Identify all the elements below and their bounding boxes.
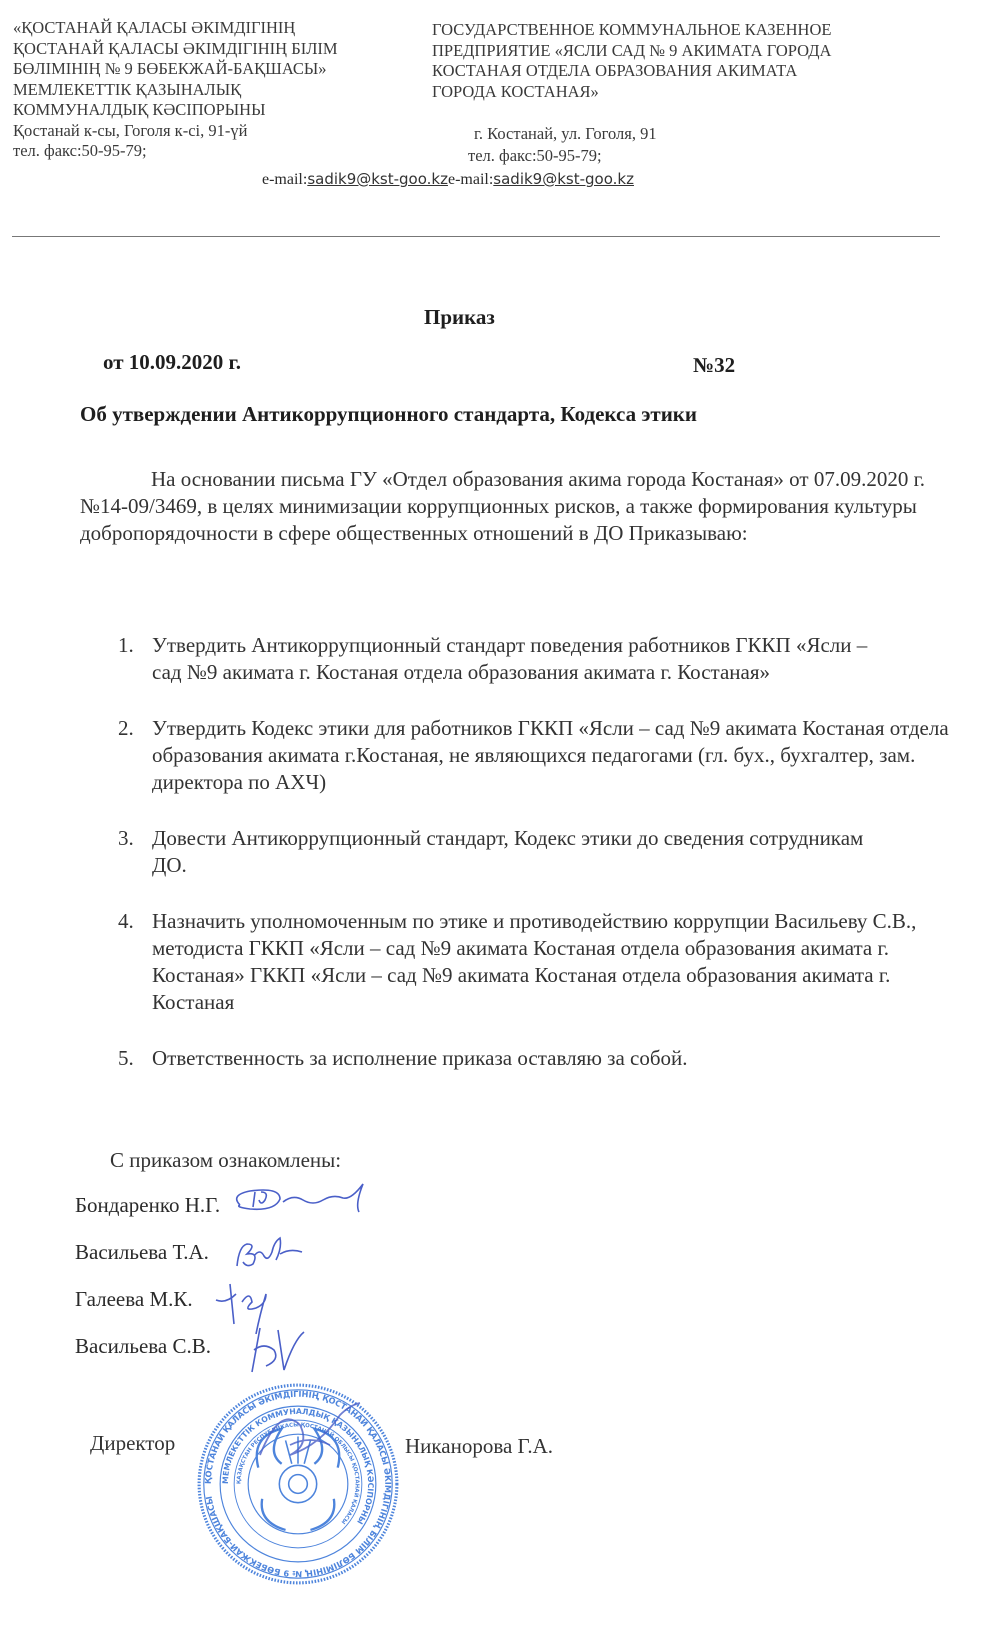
acknowledged-name: Галеева М.К. [75,1287,193,1311]
item-text: Утвердить Кодекс этики для работников ГККП «Ясли – сад №9 акимата Костаная отдела образования акимата г.Костаная, не являющихся педагогами (гл. бух., бухгалтер, зам. директора по АХЧ) [152,716,949,794]
acknowledged-name: Васильева С.В. [75,1334,211,1358]
item-number: 2. [118,716,134,740]
signature-bondarenko [225,1180,375,1220]
director-name: Никанорова Г.А. [405,1434,553,1458]
header-left-line: ҚОСТАНАЙ ҚАЛАСЫ ӘКІМДІГІНІҢ БІЛІМ [13,38,338,58]
header-left-block [13,18,338,162]
item-text: Довести Антикоррупционный стандарт, Кодекс этики до сведения сотрудникам ДО. [152,826,864,877]
signature-vasilyeva-sv [240,1320,320,1380]
stamp-inner-text: МЕМЛЕКЕТТІК КОММУНАЛДЫҚ ҚАЗЫНАЛЫҚ КӘСІПОРНЫ [220,1406,376,1526]
order-item [118,825,872,879]
order-title: Приказ [424,305,495,329]
item-text: Ответственность за исполнение приказа оставляю за собой. [152,1046,688,1070]
header-right-line: ПРЕДПРИЯТИЕ «ЯСЛИ САД № 9 АКИМАТА ГОРОДА [432,40,832,60]
header-divider [12,236,940,237]
email-line [262,170,634,189]
signature-vasilyeva-ta [232,1232,312,1272]
email-label: e-mail: [447,171,494,188]
header-left-line: МЕМЛЕКЕТТІК ҚАЗЫНАЛЫҚ [13,79,242,99]
header-left-line: «ҚОСТАНАЙ ҚАЛАСЫ ӘКІМДІГІНІҢ [13,18,296,37]
header-right-address: г. Костанай, ул. Гоголя, 91 [474,124,657,143]
header-left-phone: тел. факс:50-95-79; [13,141,147,160]
email-link[interactable]: sadik9@kst-goo.kz [493,170,634,188]
header-right-block [432,20,831,102]
acknowledged-name: Бондаренко Н.Г. [75,1193,221,1217]
header-right-line: ГОСУДАРСТВЕННОЕ КОММУНАЛЬНОЕ КАЗЕННОЕ [432,20,832,39]
email-label: e-mail: [262,171,308,188]
item-text: Назначить уполномоченным по этике и противодействию коррупции Васильеву С.В., методиста ГККП «Ясли – сад №9 акимата Костаная отдела образования акимата г. Костаная» ГККП «Ясли – сад №9 акимата Костаная отдела образования акимата г. Костаная [152,909,917,1014]
header-left-address: Қостанай к-сы, Гоголя к-сі, 91-үй [13,120,248,140]
acknowledged-label: С приказом ознакомлены: [110,1148,342,1172]
acknowledged-name: Васильева Т.А. [75,1240,209,1264]
order-item [118,908,942,1016]
item-text: Утвердить Антикоррупционный стандарт поведения работников ГККП «Ясли – сад №9 акимата г. Костаная отдела образования акимата г. Костаная» [152,633,868,684]
preamble [80,466,950,547]
item-number: 5. [118,1046,134,1070]
item-number: 3. [118,826,134,850]
header-right-line: КОСТАНАЯ ОТДЕЛА ОБРАЗОВАНИЯ АКИМАТА [432,61,798,80]
header-left-line: КОММУНАЛДЫҚ КӘСІПОРЫНЫ [13,100,266,119]
order-item [118,715,952,796]
order-number: №32 [693,353,736,377]
header-right-line: ГОРОДА КОСТАНАЯ» [432,81,599,101]
header-left-line: БӨЛІМІНІҢ № 9 БӨБЕКЖАЙ-БАҚШАСЫ» [13,59,327,78]
order-date: от 10.09.2020 г. [103,350,241,374]
item-number: 1. [118,633,134,657]
email-link[interactable]: sadik9@kst-goo.kz [307,170,448,188]
signature-director [250,1395,380,1465]
order-items-list [118,632,958,1101]
order-item [118,1045,952,1072]
item-number: 4. [118,909,134,933]
stamp-ring-text: ҚАЗАҚСТАН РЕСПУБЛИКАСЫ ҚОСТАНАЙ ОБЛЫСЫ ҚОСТАНАЙ ҚАЛАСЫ [236,1422,360,1525]
stamp-outer-text: ҚОСТАНАЙ ҚАЛАСЫ ӘКІМДІГІНІҢ ҚОСТАНАЙ ҚАЛАСЫ ӘКІМДІГІНІҢ БІЛІМ БӨЛІМІНІҢ № 9 БӨБЕКЖАЙ-БАҚШАСЫ [202,1388,394,1580]
preamble-text: На основании письма ГУ «Отдел образования акима города Костаная» от 07.09.2020 г. №14-09/3469, в целях минимизации коррупционных рисков, а также формирования культуры добропорядочности в сфере общественных отношений в ДО Приказываю: [80,467,926,545]
header-right-phone: тел. факс:50-95-79; [468,146,602,165]
order-subject: Об утверждении Антикоррупционного стандарта, Кодекса этики [80,402,698,426]
director-label: Директор [90,1431,176,1455]
order-item [118,632,882,686]
